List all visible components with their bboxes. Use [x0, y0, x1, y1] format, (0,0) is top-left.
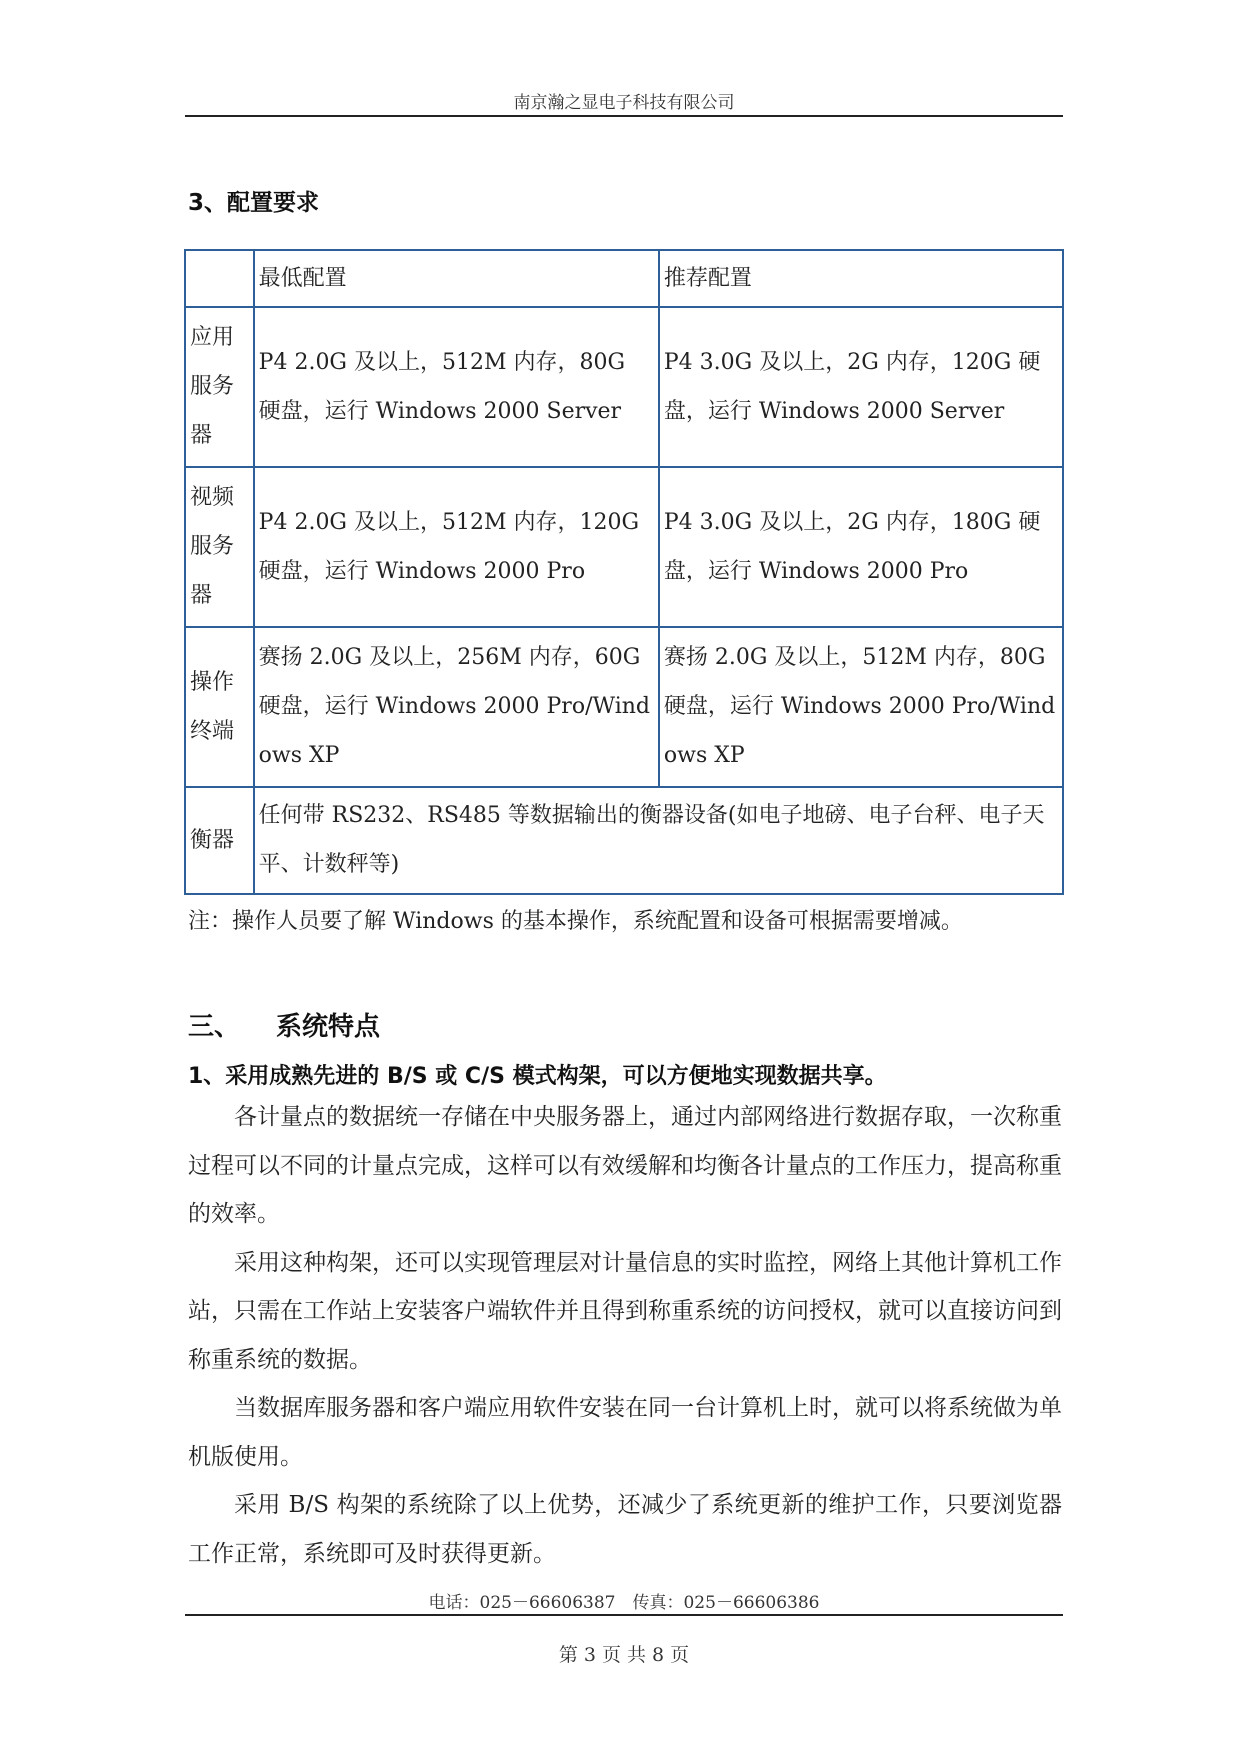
- page-footer: 电话：025－66606387 传真：025－66606386: [428, 1593, 820, 1613]
- row-label: 操作终端: [185, 627, 254, 787]
- table-header-row: [185, 250, 1063, 307]
- table-header-cell: [185, 250, 254, 307]
- table-header-cell: 最低配置: [254, 250, 659, 307]
- header-rule: [185, 115, 1063, 117]
- section-title: 3、配置要求: [188, 190, 320, 216]
- table-header-cell: 推荐配置: [659, 250, 1063, 307]
- table-row: [185, 307, 1063, 467]
- min-config-cell: 赛扬 2.0G 及以上，256M 内存，60G 硬盘，运行 Windows 2000 Pro/Windows XP: [254, 627, 659, 787]
- chapter-title: 系统特点: [276, 1012, 381, 1042]
- table-note: 注：操作人员要了解 Windows 的基本操作，系统配置和设备可根据需要增减。: [188, 909, 963, 934]
- row-label: 衡器: [185, 787, 254, 894]
- row-label: 应用服务器: [185, 307, 254, 467]
- subsection-heading: 1、采用成熟先进的 B/S 或 C/S 模式构架，可以方便地实现数据共享。: [188, 1064, 887, 1089]
- rec-config-cell: P4 3.0G 及以上，2G 内存，120G 硬盘，运行 Windows 2000 Server: [659, 307, 1063, 467]
- chapter-heading: [188, 1006, 380, 1043]
- table-row: [185, 627, 1063, 787]
- rec-config-cell: P4 3.0G 及以上，2G 内存，180G 硬盘，运行 Windows 2000 Pro: [659, 467, 1063, 627]
- paragraph: 采用 B/S 构架的系统除了以上优势，还减少了系统更新的维护工作，只要浏览器工作正常，系统即可及时获得更新。: [188, 1492, 1062, 1567]
- paragraph: 各计量点的数据统一存储在中央服务器上，通过内部网络进行数据存取，一次称重过程可以不同的计量点完成，这样可以有效缓解和均衡各计量点的工作压力，提高称重的效率。: [188, 1104, 1062, 1227]
- row-label: 视频服务器: [185, 467, 254, 627]
- footer-rule: [185, 1614, 1063, 1616]
- page-number: 第 3 页 共 8 页: [558, 1644, 690, 1666]
- table-row: [185, 787, 1063, 894]
- page-header: 南京瀚之显电子科技有限公司: [513, 93, 735, 113]
- min-config-cell: P4 2.0G 及以上，512M 内存，120G 硬盘，运行 Windows 2000 Pro: [254, 467, 659, 627]
- rec-config-cell: 赛扬 2.0G 及以上，512M 内存，80G 硬盘，运行 Windows 2000 Pro/Windows XP: [659, 627, 1063, 787]
- table-row: [185, 467, 1063, 627]
- paragraph: 采用这种构架，还可以实现管理层对计量信息的实时监控，网络上其他计算机工作站，只需在工作站上安装客户端软件并且得到称重系统的访问授权，就可以直接访问到称重系统的数据。: [188, 1249, 1062, 1373]
- chapter-number: 三、: [188, 1012, 241, 1042]
- paragraph: 当数据库服务器和客户端应用软件安装在同一台计算机上时，就可以将系统做为单机版使用。: [188, 1395, 1062, 1470]
- config-table: [184, 249, 1064, 895]
- span-config-cell: 任何带 RS232、RS485 等数据输出的衡器设备(如电子地磅、电子台秤、电子天平、计数秤等): [254, 787, 1063, 894]
- min-config-cell: P4 2.0G 及以上，512M 内存，80G 硬盘，运行 Windows 2000 Server: [254, 307, 659, 467]
- body-text: [188, 1093, 1062, 1578]
